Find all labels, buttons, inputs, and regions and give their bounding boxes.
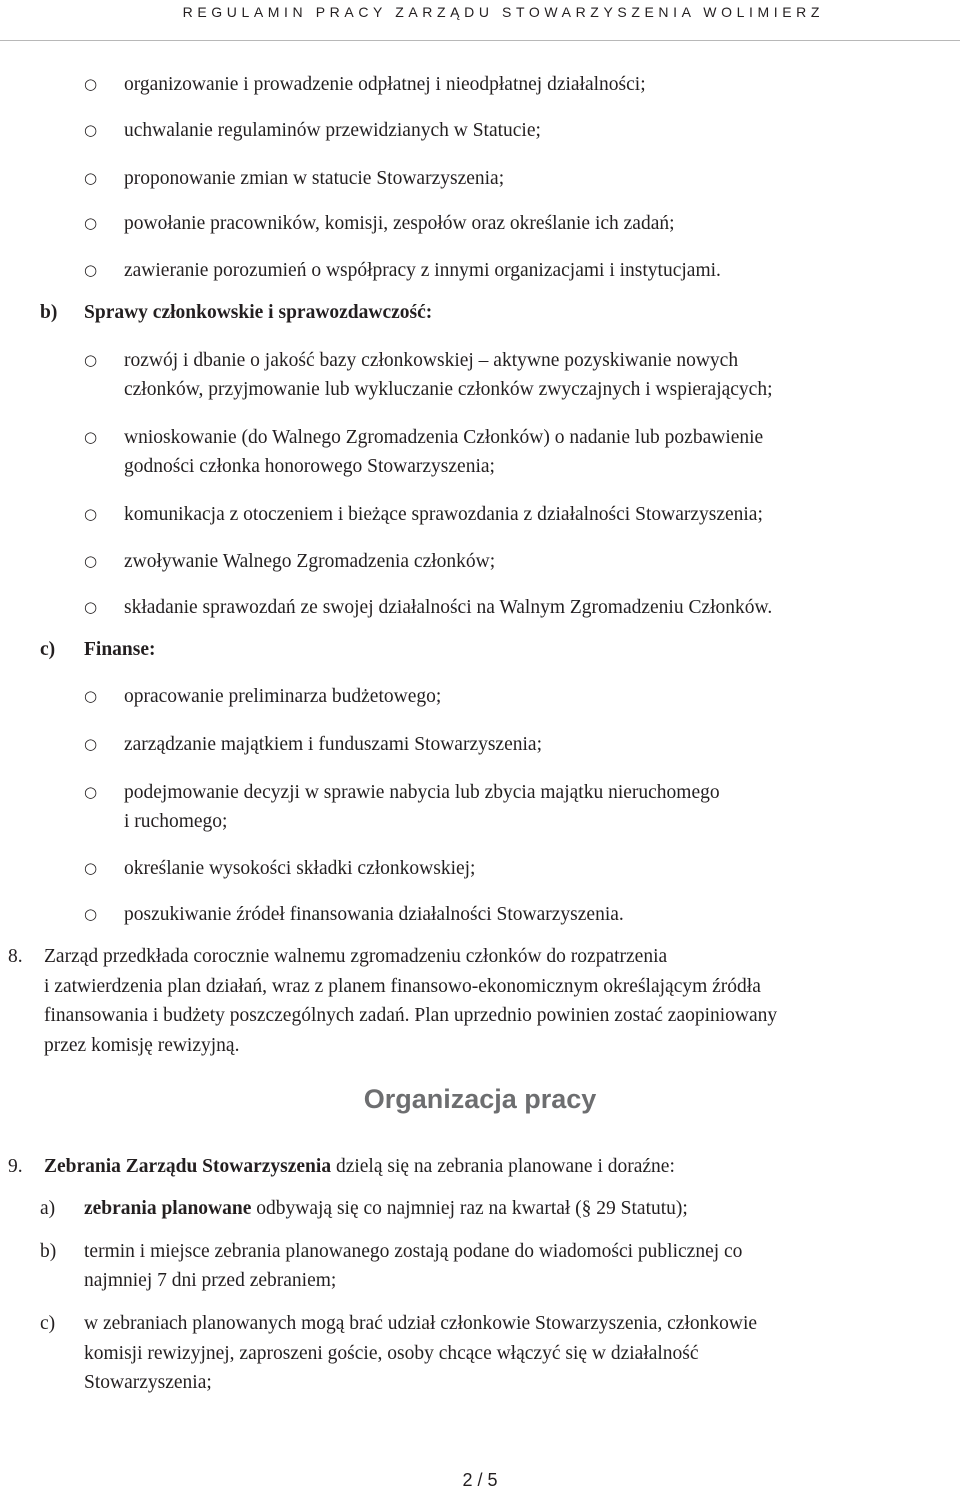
circle-bullet-icon: ○ — [84, 428, 98, 446]
circle-bullet-icon: ○ — [84, 859, 98, 877]
circle-bullet-icon: ○ — [84, 121, 98, 139]
page-number: 2 / 5 — [462, 1470, 498, 1490]
circle-bullet-icon: ○ — [84, 783, 98, 801]
page-header — [0, 0, 960, 41]
section-heading: Organizacja pracy — [363, 1084, 597, 1114]
circle-bullet-icon: ○ — [84, 905, 98, 923]
circle-bullet-icon: ○ — [84, 214, 98, 232]
circle-bullet-icon: ○ — [84, 687, 98, 705]
circle-bullet-icon: ○ — [84, 351, 98, 369]
circle-bullet-icon: ○ — [84, 598, 98, 616]
circle-bullet-icon: ○ — [84, 552, 98, 570]
circle-bullet-icon: ○ — [84, 169, 98, 187]
circle-bullet-icon: ○ — [84, 261, 98, 279]
circle-bullet-icon: ○ — [84, 75, 98, 93]
circle-bullet-icon: ○ — [84, 735, 98, 753]
circle-bullet-icon: ○ — [84, 505, 98, 523]
document-title: REGULAMIN PRACY ZARZĄDU STOWARZYSZENIA WOLIMIERZ — [182, 4, 824, 20]
